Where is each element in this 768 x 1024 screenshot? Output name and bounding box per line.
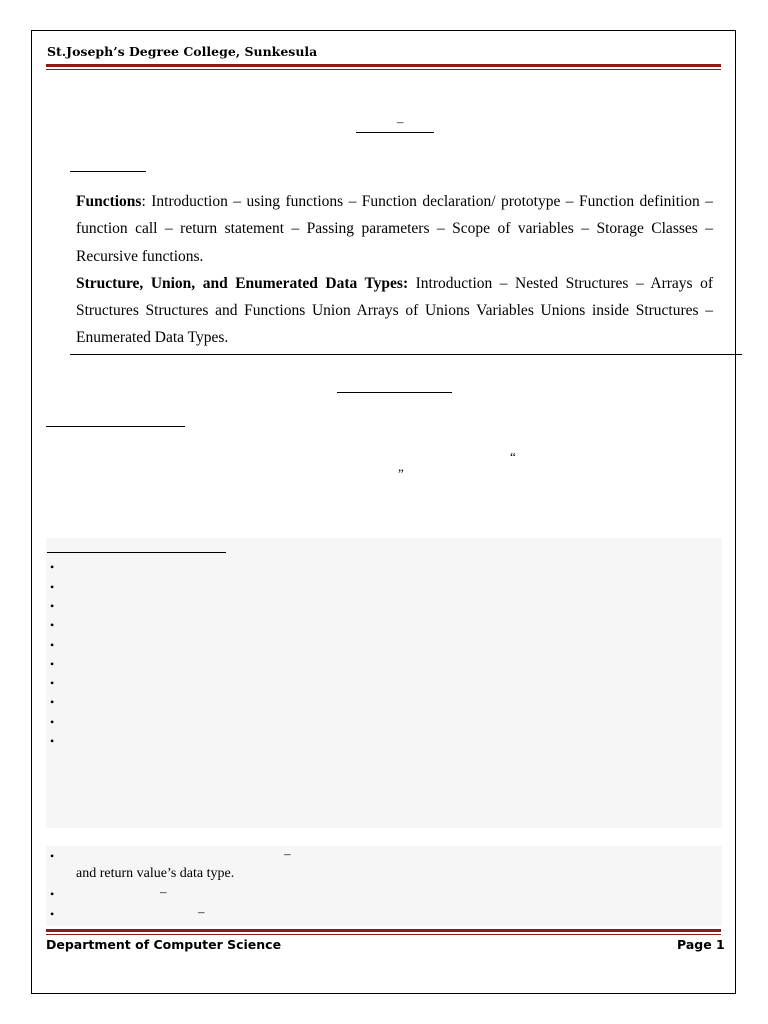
bottom-bullet: • — [50, 887, 55, 901]
footer-rule-thick — [46, 929, 721, 932]
bottom-continuation-text: and return value’s data type. — [76, 866, 235, 881]
header-rule-thin — [46, 69, 721, 70]
bottom-bullet: • — [50, 849, 55, 863]
functions-heading: Functions — [76, 193, 142, 210]
syllabus-text — [76, 188, 713, 352]
header-rule-thick — [46, 64, 721, 67]
unit-heading-underline — [337, 392, 452, 393]
bottom-panel — [46, 846, 722, 926]
list-bullet: • — [50, 599, 55, 613]
syllabus-end-rule — [70, 354, 742, 355]
functions-text: Introduction – using functions – Function declaration/ prototype – Function definition – function call – return statement – Passing parameters – Scope of variables – Storage Classes – Recursive functions. — [76, 193, 713, 265]
structures-paragraph — [76, 270, 713, 352]
functions-colon: : — [141, 193, 146, 210]
bottom-bullet: • — [50, 907, 55, 921]
syllabus-heading-underline — [70, 171, 146, 172]
list-bullet: • — [50, 734, 55, 748]
title-underline — [356, 132, 434, 133]
header-college-name: St.Joseph’s Degree College, Sunkesula — [47, 44, 318, 59]
bottom-dash-1: – — [284, 846, 291, 861]
list-bullet: • — [50, 618, 55, 632]
list-bullet: • — [50, 560, 55, 574]
footer-department: Department of Computer Science — [46, 937, 282, 952]
list-bullet: • — [50, 695, 55, 709]
footer-rule-thin — [46, 934, 721, 935]
functions-paragraph — [76, 188, 713, 270]
list-panel — [46, 538, 722, 828]
list-bullet: • — [50, 676, 55, 690]
section-heading-underline — [46, 426, 185, 427]
list-bullet: • — [50, 580, 55, 594]
bottom-dash-2: – — [160, 884, 167, 899]
list-bullet: • — [50, 657, 55, 671]
list-bullet: • — [50, 638, 55, 652]
bottom-dash-3: – — [198, 904, 205, 919]
structures-heading: Structure, Union, and Enumerated Data Types: — [76, 274, 409, 292]
list-bullet: • — [50, 715, 55, 729]
quote-close: ” — [398, 466, 404, 481]
list-heading-underline — [47, 552, 226, 553]
quote-open: “ — [510, 449, 516, 464]
footer-page-number: Page 1 — [677, 937, 725, 952]
structures-text: Introduction – Nested Structures – Arrays of Structures Structures and Functions Union Arrays of Unions Variables Unions inside Structures – Enumerated Data Types. — [76, 274, 713, 347]
title-dash: – — [397, 114, 404, 129]
